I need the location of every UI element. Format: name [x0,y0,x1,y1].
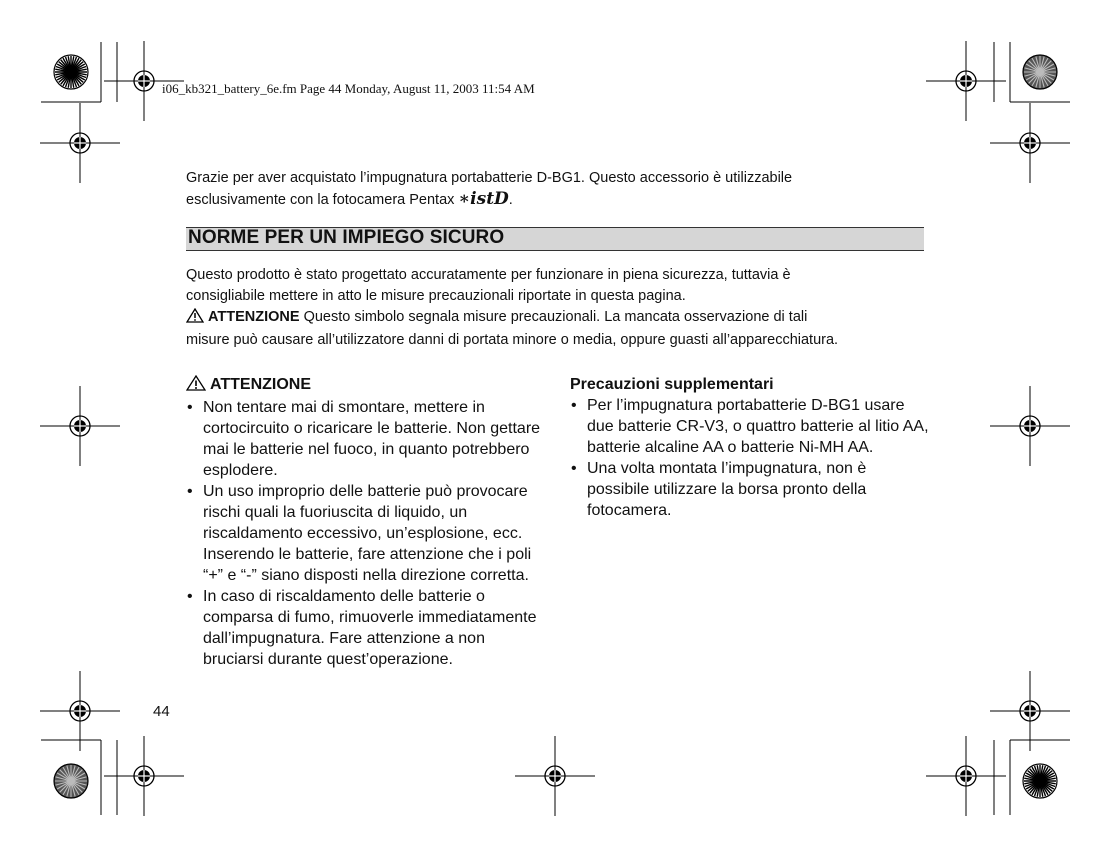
safety-intro [186,265,928,351]
intro-line-2-end: . [508,192,513,208]
safety-warning-line [186,307,928,330]
attenzione-column [186,374,546,670]
section-title: NORME PER UN IMPIEGO SICURO [188,227,505,248]
list-item: • Non tentare mai di smontare, mettere in cortocircuito o ricaricare le batterie. Non gettare mai le batterie nel fuoco, in quanto potrebbero esplodere. [186,397,546,481]
warning-label: ATTENZIONE [208,309,300,325]
attenzione-list [186,397,546,670]
list-item: • In caso di riscaldamento delle batterie o comparsa di fumo, rimuoverle immediatamente dall’impugnatura. Fare attenzione a non bruciarsi durante quest’operazione. [186,586,546,670]
precauzioni-column [570,374,930,521]
list-item: • Una volta montata l’impugnatura, non è possibile utilizzare la borsa pronto della fotocamera. [570,458,930,521]
print-header: i06_kb321_battery_6e.fm Page 44 Monday, August 11, 2003 11:54 AM [162,81,535,96]
warning-text: Questo simbolo segnala misure precauzionali. La mancata osservazione di tali [299,309,808,325]
warning-triangle-icon [186,308,204,330]
intro-line-1: Grazie per aver acquistato l’impugnatura portabatterie D-BG1. Questo accessorio è utilizzabile [186,170,793,186]
safety-warning-line-2: misure può causare all’utilizzatore danni di portata minore o media, oppure guasti all’apparecchiatura. [186,332,839,348]
precauzioni-heading: Precauzioni supplementari [570,376,774,393]
safety-line-2: consigliabile mettere in atto le misure precauzionali riportate in questa pagina. [186,288,686,304]
intro-line-2-text: esclusivamente con la fotocamera Pentax [186,192,459,208]
list-item: • Per l’impugnatura portabatterie D-BG1 usare due batterie CR-V3, o quattro batterie al litio AA, batterie alcaline AA o batterie Ni-MH AA. [570,395,930,458]
list-item: • Un uso improprio delle batterie può provocare rischi quali la fuoriuscita di liquido, un riscaldamento eccessivo, un’esplosione, ecc. Inserendo le batterie, fare attenzione che i poli “+” e “-” siano disposti nella direzione corretta. [186,481,546,586]
attenzione-heading-text: ATTENZIONE [210,376,312,393]
safety-line-1: Questo prodotto è stato progettato accuratamente per funzionare in piena sicurezza, tuttavia è [186,267,791,283]
precauzioni-list [570,395,930,521]
intro-line-2 [186,189,926,211]
section-header-bar [186,227,924,251]
warning-triangle-icon [186,375,206,397]
attenzione-heading [186,374,546,397]
intro-paragraph [186,168,926,211]
page-number: 44 [153,703,170,720]
camera-brand-name: ∗istD [458,189,509,209]
